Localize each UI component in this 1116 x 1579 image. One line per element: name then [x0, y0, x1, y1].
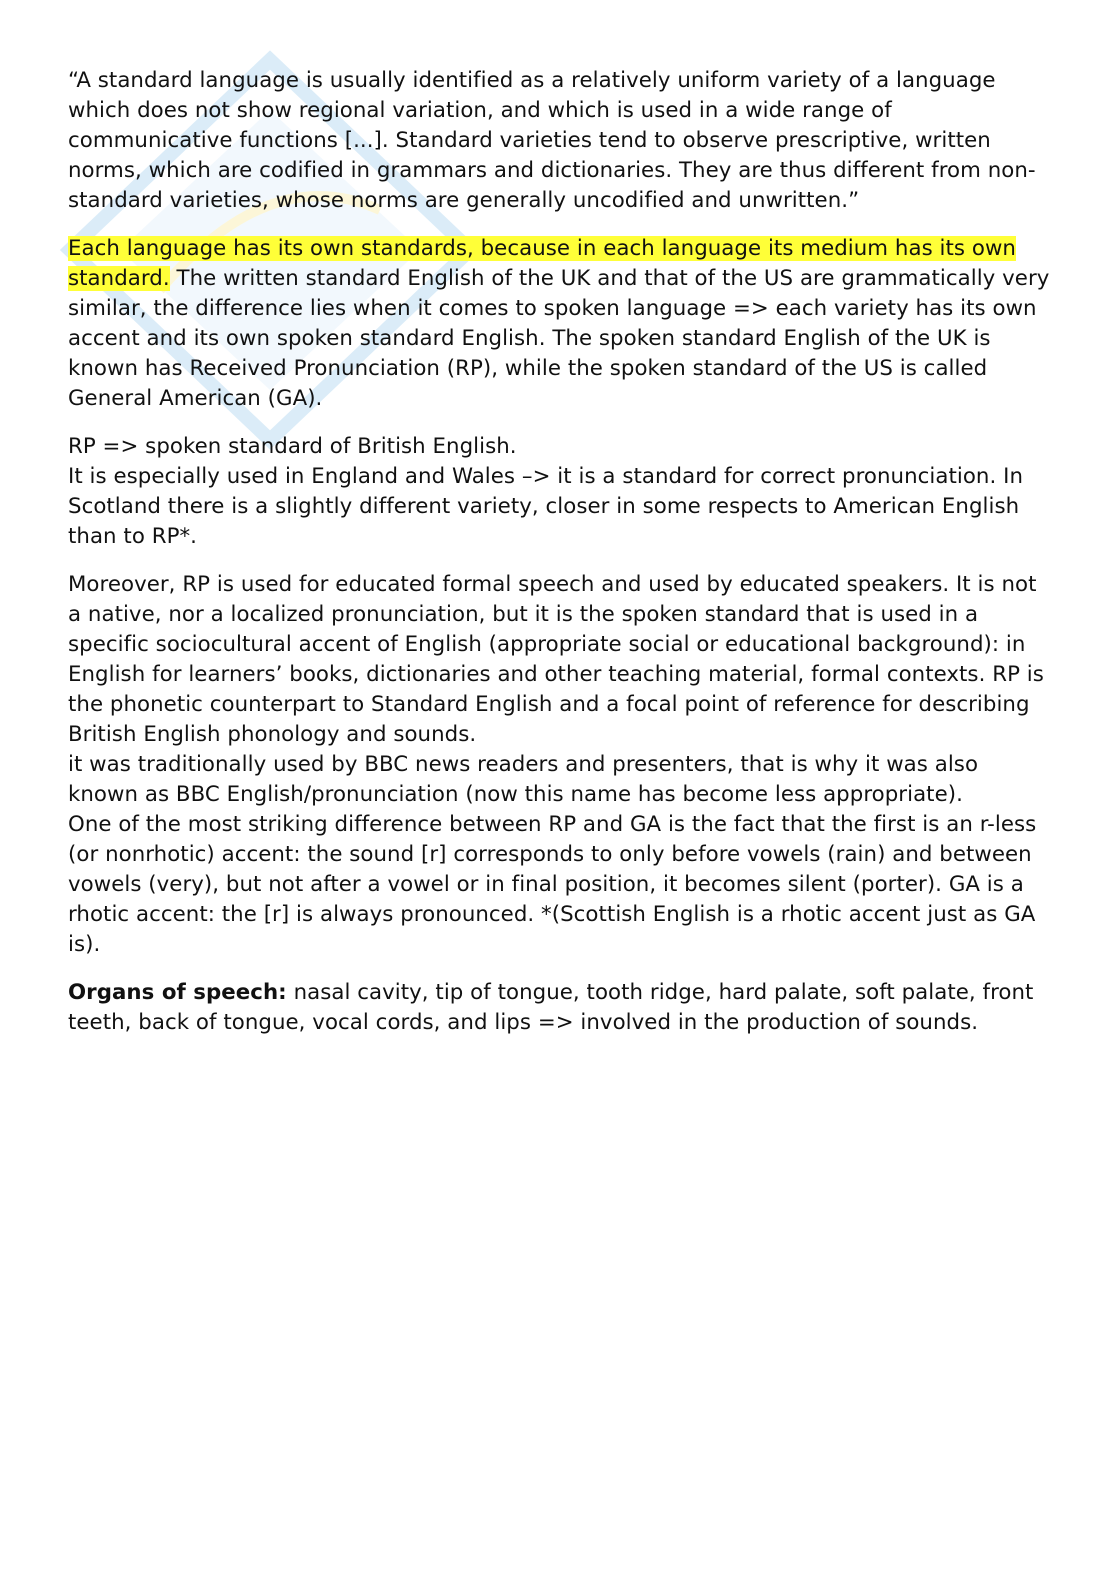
organs-text: nasal cavity, tip of tongue, tooth ridge, hard palate, soft palate, front teeth, back of tongue, vocal cords, and lips => involved in the production of sounds.	[68, 980, 1034, 1035]
document-body	[68, 66, 1053, 1056]
standards-paragraph	[68, 234, 1053, 414]
organs-paragraph	[68, 978, 1053, 1038]
rp-usage: It is especially used in England and Wales –> it is a standard for correct pronunciation. In Scotland there is a slightly different variety, closer in some respects to American English than to RP*.	[68, 464, 1023, 549]
rp-definition: RP => spoken standard of British English.	[68, 434, 517, 459]
rhotic-text: One of the most striking difference between RP and GA is the fact that the first is an r-less (or nonrhotic) accent: the sound [r] corresponds to only before vowels (rain) and between vowels (very), but not after a vowel or in final position, it becomes silent (porter). GA is a rhotic accent: the [r] is always pronounced. *(Scottish English is a rhotic accent just as GA is).	[68, 812, 1037, 957]
rp-paragraph	[68, 432, 1053, 552]
organs-label: Organs of speech:	[68, 980, 287, 1005]
highlighted-sentence: Each language has its own standards, because in each language its medium has its own standard.	[68, 236, 1016, 291]
moreover-paragraph	[68, 570, 1053, 960]
bbc-text: it was traditionally used by BBC news readers and presenters, that is why it was also known as BBC English/pronunciation (now this name has become less appropriate).	[68, 752, 979, 807]
quote-paragraph: “A standard language is usually identified as a relatively uniform variety of a language which does not show regional variation, and which is used in a wide range of communicative functions [...]. Standard varieties tend to observe prescriptive, written norms, which are codified in grammars and dictionaries. They are thus different from non-standard varieties, whose norms are generally uncodified and unwritten.”	[68, 68, 1036, 213]
standards-text: The written standard English of the UK and that of the US are grammatically very similar, the difference lies when it comes to spoken language => each variety has its own accent and its own spoken standard English. The spoken standard English of the UK is known has Received Pronunciation (RP), while the spoken standard of the US is called General American (GA).	[68, 266, 1050, 411]
moreover-text: Moreover, RP is used for educated formal speech and used by educated speakers. It is not a native, nor a localized pronunciation, but it is the spoken standard that is used in a specific sociocultural accent of English (appropriate social or educational background): in English for learners’ books, dictionaries and other teaching material, formal contexts. RP is the phonetic counterpart to Standard English and a focal point of reference for describing British English phonology and sounds.	[68, 572, 1044, 747]
